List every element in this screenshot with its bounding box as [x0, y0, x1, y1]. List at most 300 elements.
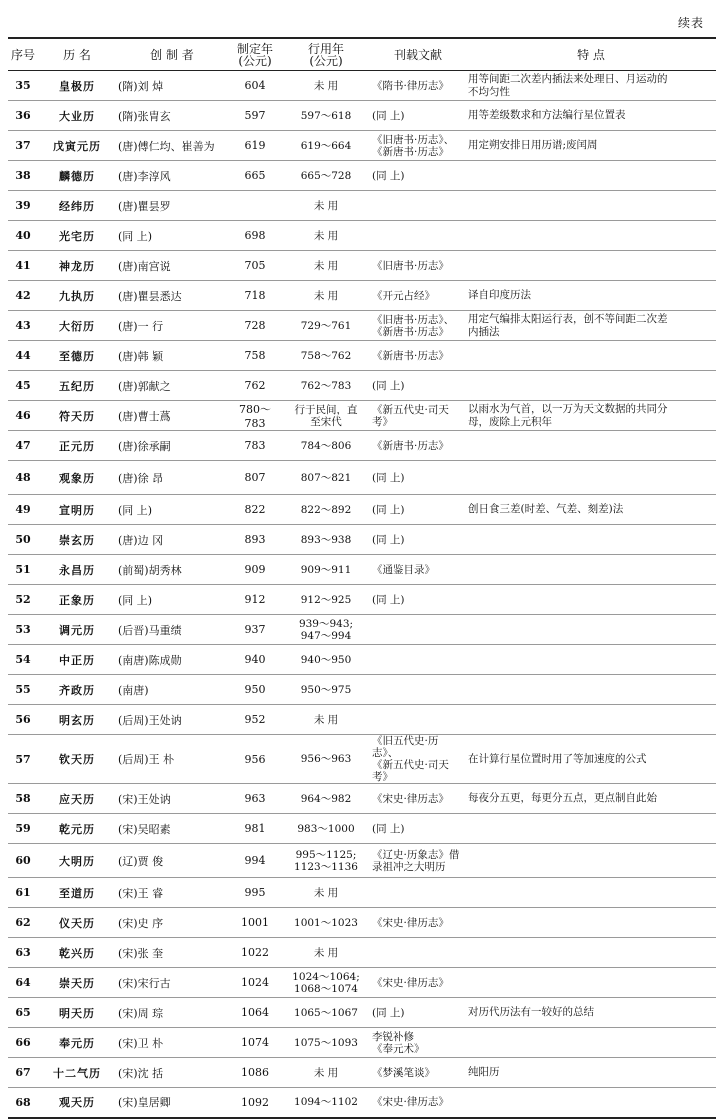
- cell-year: 1074: [228, 1028, 282, 1058]
- cell-document: [370, 784, 466, 814]
- cell-author: (同 上): [116, 495, 228, 525]
- cell-document: [370, 431, 466, 461]
- cell-calendar-name: 崇天历: [38, 968, 116, 998]
- cell-no: 52: [8, 585, 38, 615]
- cell-year: 981: [228, 814, 282, 844]
- document-line: (同 上): [372, 593, 405, 606]
- use-years-line: 940～950: [300, 653, 352, 666]
- document-line: 考》: [372, 415, 393, 428]
- document-line: 《新唐书·历志》: [372, 145, 449, 158]
- cell-feature: [466, 968, 716, 998]
- cell-use-years: [282, 998, 370, 1028]
- cell-year: 597: [228, 101, 282, 131]
- cell-author: (隋)刘 焯: [116, 71, 228, 101]
- use-years-line: 未 用: [313, 886, 339, 899]
- document-line: 《通鉴目录》: [372, 563, 435, 576]
- document-line: 李锐补修: [372, 1030, 414, 1043]
- cell-document: [370, 525, 466, 555]
- cell-calendar-name: 明玄历: [38, 705, 116, 735]
- document-line: 《旧唐书·历志》、: [372, 313, 455, 326]
- cell-document: [370, 131, 466, 161]
- use-years-line: 1123～1136: [294, 860, 358, 873]
- cell-calendar-name: 应天历: [38, 784, 116, 814]
- cell-use-years: [282, 585, 370, 615]
- cell-document: [370, 281, 466, 311]
- cell-feature: [466, 71, 716, 101]
- cell-year: 728: [228, 311, 282, 341]
- cell-calendar-name: 经纬历: [38, 191, 116, 221]
- cell-calendar-name: 观象历: [38, 461, 116, 495]
- document-line: (同 上): [372, 503, 405, 516]
- cell-document: [370, 161, 466, 191]
- cell-no: 54: [8, 645, 38, 675]
- cell-no: 51: [8, 555, 38, 585]
- cell-feature: [466, 221, 716, 251]
- document-line: 《宋史·律历志》: [372, 976, 449, 989]
- cell-use-years: [282, 615, 370, 645]
- cell-calendar-name: 奉元历: [38, 1028, 116, 1058]
- cell-no: 55: [8, 675, 38, 705]
- cell-feature: [466, 585, 716, 615]
- cell-document: [370, 555, 466, 585]
- cell-author: (唐)郭献之: [116, 371, 228, 401]
- use-years-line: 未 用: [313, 1066, 339, 1079]
- table-row: [8, 555, 716, 585]
- use-years-line: 964～982: [300, 792, 352, 805]
- cell-document: [370, 71, 466, 101]
- cell-use-years: [282, 101, 370, 131]
- table-row: [8, 998, 716, 1028]
- cell-year: 718: [228, 281, 282, 311]
- cell-calendar-name: 宣明历: [38, 495, 116, 525]
- table-row: [8, 71, 716, 101]
- cell-use-years: [282, 814, 370, 844]
- feature-line: 用定气编排太阳运行表，创不等间距二次差: [468, 312, 668, 325]
- cell-document: [370, 735, 466, 784]
- use-years-line: 1065～1067: [294, 1006, 358, 1019]
- table-row: [8, 221, 716, 251]
- cell-document: [370, 251, 466, 281]
- cell-use-years: [282, 938, 370, 968]
- cell-year: 665: [228, 161, 282, 191]
- cell-feature: [466, 401, 716, 431]
- table-body: [8, 71, 716, 1118]
- cell-use-years: [282, 1088, 370, 1118]
- document-line: 《辽史·历象志》借: [372, 848, 460, 861]
- cell-feature: [466, 938, 716, 968]
- cell-calendar-name: 大明历: [38, 844, 116, 878]
- cell-author: (宋)皇居卿: [116, 1088, 228, 1118]
- cell-no: 35: [8, 71, 38, 101]
- cell-use-years: [282, 1058, 370, 1088]
- cell-feature: [466, 311, 716, 341]
- cell-document: [370, 645, 466, 675]
- cell-year: 1064: [228, 998, 282, 1028]
- cell-feature: [466, 814, 716, 844]
- cell-calendar-name: 调元历: [38, 615, 116, 645]
- cell-use-years: [282, 908, 370, 938]
- cell-author: (隋)张胄玄: [116, 101, 228, 131]
- document-line: 《新唐书·历志》: [372, 439, 449, 452]
- cell-author: (唐)傅仁均、崔善为: [116, 131, 228, 161]
- table-header-row: [8, 38, 716, 71]
- document-line: 《开元占经》: [372, 289, 435, 302]
- table-row: [8, 1028, 716, 1058]
- cell-year: 619: [228, 131, 282, 161]
- feature-line: 译自印度历法: [468, 289, 531, 301]
- cell-no: 37: [8, 131, 38, 161]
- table-row: [8, 878, 716, 908]
- cell-feature: [466, 784, 716, 814]
- header-year-line1: 制定年: [236, 41, 273, 56]
- cell-year: 1092: [228, 1088, 282, 1118]
- cell-feature: [466, 675, 716, 705]
- cell-calendar-name: 神龙历: [38, 251, 116, 281]
- use-years-line: 762～783: [300, 379, 352, 392]
- cell-use-years: [282, 461, 370, 495]
- cell-feature: [466, 371, 716, 401]
- document-line: 《旧五代史·历志》、: [372, 735, 439, 759]
- table-row: [8, 645, 716, 675]
- cell-use-years: [282, 705, 370, 735]
- cell-no: 66: [8, 1028, 38, 1058]
- cell-document: [370, 844, 466, 878]
- cell-use-years: [282, 311, 370, 341]
- cell-author: (唐)曹士蔿: [116, 401, 228, 431]
- cell-document: [370, 998, 466, 1028]
- table-row: [8, 101, 716, 131]
- cell-no: 41: [8, 251, 38, 281]
- use-years-line: 822～892: [300, 503, 352, 516]
- cell-no: 62: [8, 908, 38, 938]
- cell-use-years: [282, 784, 370, 814]
- cell-calendar-name: 乾兴历: [38, 938, 116, 968]
- cell-use-years: [282, 735, 370, 784]
- cell-document: [370, 814, 466, 844]
- cell-author: (唐)一 行: [116, 311, 228, 341]
- table-row: [8, 735, 716, 784]
- cell-calendar-name: 钦天历: [38, 735, 116, 784]
- header-use-line1: 行用年: [307, 41, 344, 56]
- document-line: (同 上): [372, 169, 405, 182]
- cell-author: (后周)王 朴: [116, 735, 228, 784]
- document-line: (同 上): [372, 109, 405, 122]
- cell-document: [370, 495, 466, 525]
- cell-calendar-name: 大衍历: [38, 311, 116, 341]
- header-name: 历 名: [38, 38, 116, 71]
- use-years-line: 909～911: [300, 563, 352, 576]
- cell-no: 44: [8, 341, 38, 371]
- cell-year: 698: [228, 221, 282, 251]
- cell-year: 909: [228, 555, 282, 585]
- cell-author: (辽)贾 俊: [116, 844, 228, 878]
- feature-line: 纯阳历: [468, 1066, 500, 1078]
- header-author: 创 制 者: [116, 38, 228, 71]
- cell-no: 46: [8, 401, 38, 431]
- feature-line: 对历代历法有一较好的总结: [468, 1006, 594, 1018]
- table-row: [8, 495, 716, 525]
- cell-feature: [466, 431, 716, 461]
- cell-year: 762: [228, 371, 282, 401]
- feature-line: 用等差级数求和方法编行星位置表: [468, 109, 626, 121]
- cell-document: [370, 191, 466, 221]
- document-line: (同 上): [372, 533, 405, 546]
- cell-year: 1024: [228, 968, 282, 998]
- cell-author: (宋)宋行古: [116, 968, 228, 998]
- cell-use-years: [282, 495, 370, 525]
- use-years-line: 983～1000: [297, 822, 355, 835]
- use-years-line: 未 用: [313, 229, 339, 242]
- cell-feature: [466, 844, 716, 878]
- feature-line: 每夜分五更，每更分五点，更点制自此始: [468, 792, 657, 804]
- cell-feature: [466, 101, 716, 131]
- document-line: 《宋史·律历志》: [372, 916, 449, 929]
- cell-no: 49: [8, 495, 38, 525]
- document-line: 考》: [372, 771, 393, 783]
- cell-no: 39: [8, 191, 38, 221]
- use-years-line: 未 用: [313, 79, 339, 92]
- cell-use-years: [282, 71, 370, 101]
- cell-year: 604: [228, 71, 282, 101]
- table-row: [8, 311, 716, 341]
- cell-author: (同 上): [116, 585, 228, 615]
- cell-year: 956: [228, 735, 282, 784]
- cell-author: (宋)张 奎: [116, 938, 228, 968]
- cell-year: 940: [228, 645, 282, 675]
- cell-use-years: [282, 161, 370, 191]
- table-row: [8, 675, 716, 705]
- cell-author: (唐)瞿昙悉达: [116, 281, 228, 311]
- document-line: 《宋史·律历志》: [372, 792, 449, 805]
- use-years-line: 665～728: [300, 169, 352, 182]
- cell-calendar-name: 大业历: [38, 101, 116, 131]
- table-row: [8, 1058, 716, 1088]
- table-row: [8, 161, 716, 191]
- cell-no: 68: [8, 1088, 38, 1118]
- use-years-line: 619～664: [300, 139, 352, 152]
- cell-document: [370, 908, 466, 938]
- cell-calendar-name: 符天历: [38, 401, 116, 431]
- use-years-line: 未 用: [313, 289, 339, 302]
- cell-no: 63: [8, 938, 38, 968]
- cell-author: (唐)李淳风: [116, 161, 228, 191]
- header-year-line2: (公元): [238, 53, 272, 68]
- cell-use-years: [282, 844, 370, 878]
- cell-calendar-name: 光宅历: [38, 221, 116, 251]
- use-years-line: 950～975: [300, 683, 352, 696]
- cell-author: (宋)王处讷: [116, 784, 228, 814]
- table-row: [8, 968, 716, 998]
- table-row: [8, 281, 716, 311]
- cell-use-years: [282, 878, 370, 908]
- cell-author: (唐)边 冈: [116, 525, 228, 555]
- cell-use-years: [282, 341, 370, 371]
- cell-use-years: [282, 645, 370, 675]
- cell-year: 807: [228, 461, 282, 495]
- feature-line: 母，废除上元积年: [468, 415, 552, 428]
- feature-line: 不均匀性: [468, 85, 510, 98]
- cell-feature: [466, 161, 716, 191]
- cell-calendar-name: 崇玄历: [38, 525, 116, 555]
- cell-no: 38: [8, 161, 38, 191]
- cell-document: [370, 705, 466, 735]
- cell-year: [228, 191, 282, 221]
- cell-use-years: [282, 968, 370, 998]
- cell-calendar-name: 正元历: [38, 431, 116, 461]
- cell-use-years: [282, 251, 370, 281]
- cell-calendar-name: 观天历: [38, 1088, 116, 1118]
- use-years-line: 至宋代: [310, 415, 342, 428]
- cell-feature: [466, 615, 716, 645]
- feature-line: 用等间距二次差内插法来处理日、月运动的: [468, 72, 668, 85]
- use-years-line: 1075～1093: [294, 1036, 358, 1049]
- cell-feature: [466, 525, 716, 555]
- cell-no: 64: [8, 968, 38, 998]
- cell-document: [370, 341, 466, 371]
- use-years-line: 939～943;: [298, 617, 354, 630]
- table-row: [8, 938, 716, 968]
- cell-calendar-name: 戊寅元历: [38, 131, 116, 161]
- cell-document: [370, 401, 466, 431]
- cell-author: (同 上): [116, 221, 228, 251]
- cell-no: 65: [8, 998, 38, 1028]
- header-no: 序号: [8, 38, 38, 71]
- table-row: [8, 131, 716, 161]
- cell-year: 780～783: [228, 401, 282, 431]
- document-line: (同 上): [372, 471, 405, 484]
- table-row: [8, 431, 716, 461]
- feature-line: 创日食三差(时差、气差、刻差)法: [468, 503, 624, 515]
- use-years-line: 947～994: [300, 629, 352, 642]
- cell-year: 950: [228, 675, 282, 705]
- calendar-table: [8, 37, 716, 1119]
- cell-author: (唐)徐承嗣: [116, 431, 228, 461]
- cell-year: 995: [228, 878, 282, 908]
- cell-no: 36: [8, 101, 38, 131]
- cell-feature: [466, 495, 716, 525]
- document-line: 《新五代史·司天: [372, 759, 449, 771]
- cell-use-years: [282, 1028, 370, 1058]
- document-line: 《奉元术》: [372, 1042, 425, 1055]
- header-doc: 刊载文献: [370, 38, 466, 71]
- cell-no: 43: [8, 311, 38, 341]
- cell-feature: [466, 191, 716, 221]
- header-year: [228, 38, 282, 71]
- cell-use-years: [282, 281, 370, 311]
- use-years-line: 995～1125;: [295, 848, 357, 861]
- cell-author: (唐)瞿昙罗: [116, 191, 228, 221]
- cell-author: (南唐): [116, 675, 228, 705]
- cell-document: [370, 1058, 466, 1088]
- cell-year: 705: [228, 251, 282, 281]
- cell-year: 994: [228, 844, 282, 878]
- cell-no: 47: [8, 431, 38, 461]
- table-row: [8, 585, 716, 615]
- cell-no: 40: [8, 221, 38, 251]
- cell-feature: [466, 461, 716, 495]
- cell-document: [370, 221, 466, 251]
- cell-year: 822: [228, 495, 282, 525]
- header-feature: 特 点: [466, 38, 716, 71]
- document-line: 《隋书·律历志》: [372, 79, 449, 92]
- document-line: (同 上): [372, 822, 405, 835]
- header-use-line2: (公元): [309, 53, 343, 68]
- document-line: 《旧唐书·历志》: [372, 259, 449, 272]
- continued-table-label: 续表: [677, 16, 704, 30]
- cell-use-years: [282, 221, 370, 251]
- cell-year: 758: [228, 341, 282, 371]
- cell-document: [370, 878, 466, 908]
- cell-document: [370, 461, 466, 495]
- document-line: 《新五代史·司天: [372, 403, 449, 416]
- cell-feature: [466, 878, 716, 908]
- table-row: [8, 784, 716, 814]
- cell-author: (唐)南宫说: [116, 251, 228, 281]
- cell-year: 963: [228, 784, 282, 814]
- use-years-line: 1001～1023: [294, 916, 358, 929]
- table-row: [8, 371, 716, 401]
- cell-feature: [466, 908, 716, 938]
- cell-author: (宋)沈 括: [116, 1058, 228, 1088]
- cell-document: [370, 1028, 466, 1058]
- use-years-line: 未 用: [313, 713, 339, 726]
- cell-feature: [466, 281, 716, 311]
- use-years-line: 956～963: [300, 753, 352, 765]
- cell-year: 1086: [228, 1058, 282, 1088]
- cell-no: 67: [8, 1058, 38, 1088]
- cell-year: 952: [228, 705, 282, 735]
- cell-year: 1022: [228, 938, 282, 968]
- cell-year: 912: [228, 585, 282, 615]
- cell-calendar-name: 五纪历: [38, 371, 116, 401]
- cell-year: 937: [228, 615, 282, 645]
- cell-calendar-name: 明天历: [38, 998, 116, 1028]
- use-years-line: 未 用: [313, 259, 339, 272]
- use-years-line: 912～925: [300, 593, 352, 606]
- cell-calendar-name: 正象历: [38, 585, 116, 615]
- cell-calendar-name: 永昌历: [38, 555, 116, 585]
- cell-feature: [466, 1028, 716, 1058]
- cell-document: [370, 585, 466, 615]
- cell-feature: [466, 1088, 716, 1118]
- cell-document: [370, 101, 466, 131]
- cell-no: 50: [8, 525, 38, 555]
- cell-year: 893: [228, 525, 282, 555]
- cell-feature: [466, 998, 716, 1028]
- cell-feature: [466, 341, 716, 371]
- cell-year: 1001: [228, 908, 282, 938]
- cell-feature: [466, 251, 716, 281]
- cell-author: (后晋)马重绩: [116, 615, 228, 645]
- table-row: [8, 615, 716, 645]
- cell-use-years: [282, 525, 370, 555]
- table-row: [8, 525, 716, 555]
- cell-no: 45: [8, 371, 38, 401]
- use-years-line: 758～762: [300, 349, 352, 362]
- cell-feature: [466, 705, 716, 735]
- use-years-line: 未 用: [313, 946, 339, 959]
- feature-line: 内插法: [468, 325, 500, 338]
- table-row: [8, 844, 716, 878]
- table-row: [8, 341, 716, 371]
- table-row: [8, 908, 716, 938]
- cell-author: (南唐)陈成勋: [116, 645, 228, 675]
- cell-calendar-name: 麟德历: [38, 161, 116, 191]
- cell-no: 53: [8, 615, 38, 645]
- document-line: 《新唐书·历志》: [372, 325, 449, 338]
- cell-no: 61: [8, 878, 38, 908]
- cell-use-years: [282, 675, 370, 705]
